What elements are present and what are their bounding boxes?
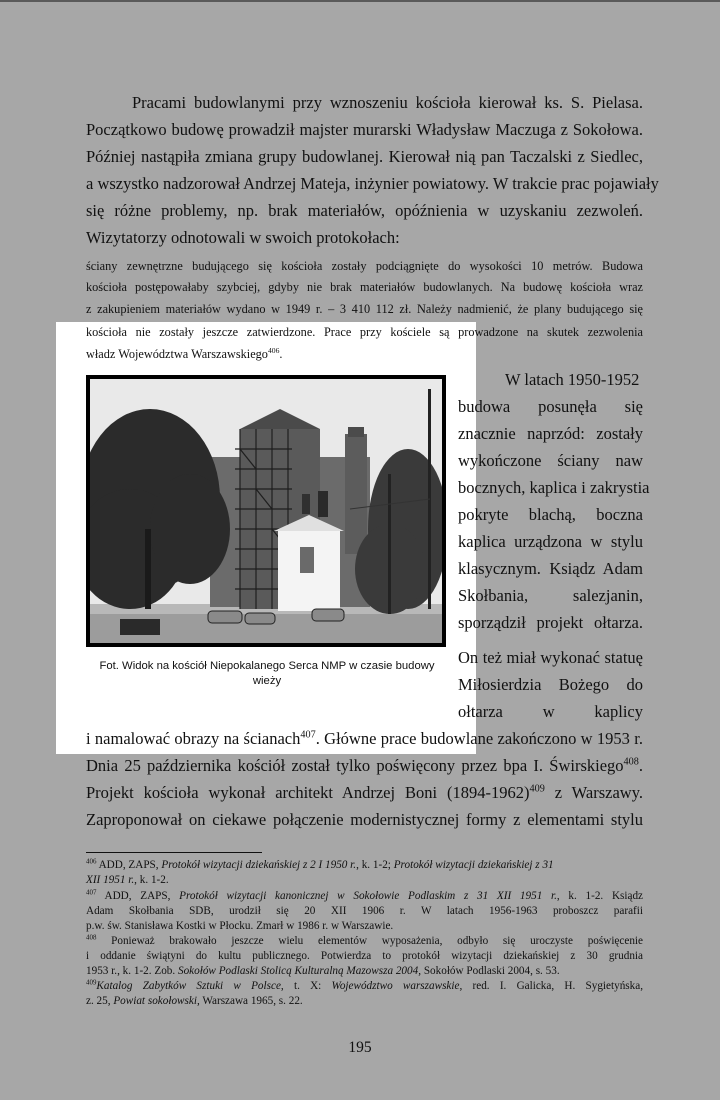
side-line: pokryte blachą, boczna [458, 505, 643, 524]
photo-caption [86, 659, 448, 689]
side-line: Miłosierdzia Bożego do [458, 675, 643, 694]
text-line: Zaproponował on ciekawe połączenie modernistycznej formy z elementami stylu [86, 810, 643, 829]
footnote-408-cont: 1953 r., k. 1-2. Zob. Sokołów Podlaski Stolicą Kulturalną Mazowsza 2004, Sokołów Podlaski 2004, s. 53. [86, 965, 560, 977]
text-line: Wizytatorzy odnotowali w swoich protokołach: [86, 228, 400, 247]
text-line: Dnia 25 października kościół został tylko poświęcony przez bpa I. Świrskiego$^{408}$. [86, 756, 643, 775]
quote-line: z zakupieniem materiałów wydano w 1949 r. – 3 410 112 zł. Należy nadmienić, że plany budującego się [86, 302, 643, 316]
text-line: i namalować obrazy na ścianach$^{407}$. Główne prace budowlane zakończono w 1953 r. [86, 729, 643, 748]
side-line: budowa posunęła się [458, 397, 643, 416]
side-line: Skołbania, salezjanin, [458, 586, 643, 605]
text-line: Później nastąpiła zmiana grupy budowlanej. Kierował nią pan Taczalski z Siedlec, [86, 147, 643, 166]
footnote-407-cont: p.w. św. Stanisława Kostki w Płocku. Zmarł w 1986 r. w Warszawie. [86, 920, 394, 932]
footnote-ref: 408 [623, 756, 639, 768]
side-line: ołtarza w kaplicy [458, 702, 643, 721]
text-line: Pracami budowlanymi przy wznoszeniu kościoła kierował ks. S. Pielasa. [132, 93, 643, 112]
footnote-407-cont: Adam Skołbania SDB, urodził się 20 XII 1906 r. W latach 1956-1963 proboszcz parafii [86, 905, 643, 917]
text-line: się różne problemy, np. brak materiałów, opóźnienia w uzyskaniu zezwoleń. [86, 201, 643, 220]
caption-line: Fot. Widok na kościół Niepokalanego Serca NMP w czasie budowy [99, 660, 435, 672]
footnote-407: $^{407}$ ADD, ZAPS, Protokół wizytacji kanonicznej w Sokołowie Podlaskim z 31 XII 1951 r., k. 1-2. Ksiądz [86, 888, 644, 902]
text-line: Początkowo budowę prowadził majster murarski Władysław Maczuga z Sokołowa. [86, 120, 643, 139]
quote-line: kościoła nie zostały jeszcze zatwierdzone. Prace przy kościele są prowadzone na skutek zezwolenia [86, 325, 643, 339]
top-border [0, 0, 720, 2]
side-line: sporządził projekt ołtarza. [458, 613, 643, 632]
side-line: On też miał wykonać statuę [458, 648, 643, 667]
quote-line: ściany zewnętrzne budującego się kościoła zostały podciągnięte do wysokości 10 metrów. Budowa [86, 259, 643, 273]
footnote-ref: 406 [267, 345, 280, 355]
text-line: Projekt kościoła wykonał architekt Andrzej Boni (1894-1962)$^{409}$ z Warszawy. [86, 783, 644, 802]
church-construction-photo [86, 375, 446, 647]
footnote-409-cont: z. 25, Powiat sokołowski, Warszawa 1965, s. 22. [86, 995, 303, 1007]
page-number: 195 [348, 1039, 372, 1056]
footnote-406: $^{406}$ ADD, ZAPS, Protokół wizytacji dziekańskiej z 2 I 1950 r., k. 1-2; Protokół wizytacji dziekańskiej z 31 [86, 857, 554, 871]
footnote-406-cont: XII 1951 r., k. 1-2. [86, 874, 169, 886]
footnote-408-cont: i oddanie świątyni do kultu publicznego. Potwierdza to protokół wizytacji dziekańskiej z 30 grudnia [86, 950, 643, 962]
footnote-409: $^{409}$Katalog Zabytków Sztuki w Polsce, t. X: Województwo warszawskie, red. I. Galicka, H. Sygietyńska, [86, 978, 643, 992]
side-line: klasycznym. Ksiądz Adam [458, 559, 643, 578]
footnote-separator [86, 852, 262, 853]
quote-line-last: władz Województwa Warszawskiego$^{406}$. [86, 345, 283, 361]
side-line: bocznych, kaplica i zakrystia [458, 478, 650, 497]
footnote-ref: 407 [300, 729, 316, 741]
side-line: W latach 1950-1952 [505, 370, 640, 389]
quote-line: kościoła postępowałaby szybciej, gdyby nie brak materiałów budowlanych. Na budowę kościoła wraz [86, 280, 643, 294]
side-line: znacznie naprzód: zostały [458, 424, 643, 443]
text-line: a wszystko nadzorował Andrzej Mateja, inżynier powiatowy. W trakcie prac pojawiały [86, 174, 659, 193]
footnote-408: $^{408}$ Ponieważ brakowało jeszcze wielu elementów wyposażenia, odbyło się uroczyste poświęcenie [86, 933, 643, 947]
caption-line: wieży [252, 675, 282, 687]
side-line: kaplica urządzona w stylu [458, 532, 643, 551]
side-line: wykończone ściany naw [458, 451, 643, 470]
footnote-ref: 409 [529, 783, 545, 795]
